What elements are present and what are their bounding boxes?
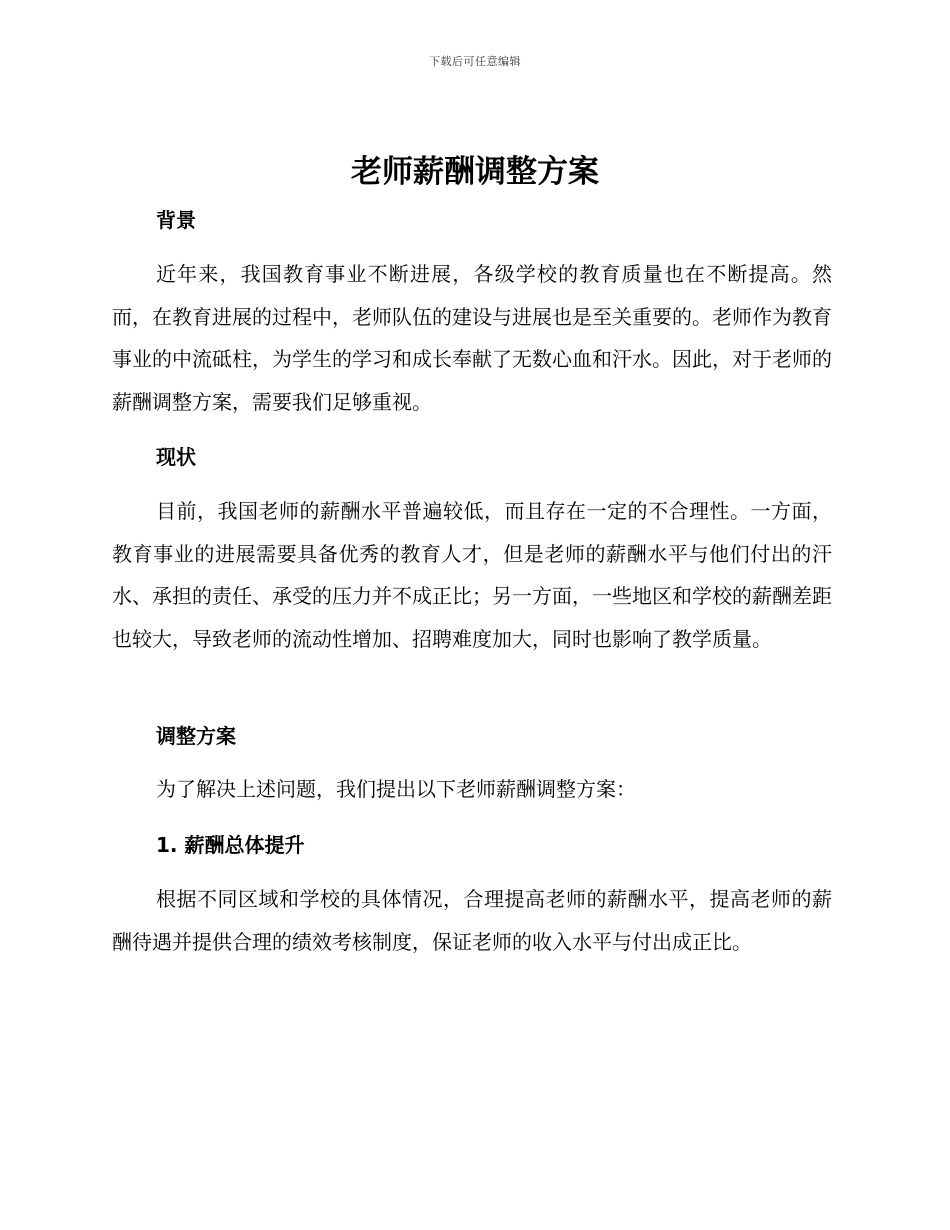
header-note: 下载后可任意编辑 bbox=[429, 55, 521, 68]
section-heading-item1: 1. 薪酬总体提升 bbox=[156, 833, 305, 857]
paragraph-item1: 根据不同区域和学校的具体情况，合理提高老师的薪酬水平，提高老师的薪酬待遇并提供合理的绩效考核制度，保证老师的收入水平与付出成正比。 bbox=[112, 887, 832, 954]
document-title: 老师薪酬调整方案 bbox=[351, 154, 599, 190]
paragraph-status: 目前，我国老师的薪酬水平普遍较低，而且存在一定的不合理性。一方面，教育事业的进展需要具备优秀的教育人才，但是老师的薪酬水平与他们付出的汗水、承担的责任、承受的压力并不成正比；另一方面，一些地区和学校的薪酬差距也较大，导致老师的流动性增加、招聘难度加大，同时也影响了教学质量。 bbox=[112, 499, 832, 651]
section-heading-plan: 调整方案 bbox=[156, 724, 236, 748]
paragraph-background: 近年来，我国教育事业不断进展，各级学校的教育质量也在不断提高。然而，在教育进展的过程中，老师队伍的建设与进展也是至关重要的。老师作为教育事业的中流砥柱，为学生的学习和成长奉献了无数心血和汗水。因此，对于老师的薪酬调整方案，需要我们足够重视。 bbox=[112, 262, 832, 414]
section-heading-background: 背景 bbox=[156, 208, 196, 232]
paragraph-plan-intro: 为了解决上述问题，我们提出以下老师薪酬调整方案： bbox=[156, 777, 636, 801]
section-heading-status: 现状 bbox=[156, 445, 196, 469]
